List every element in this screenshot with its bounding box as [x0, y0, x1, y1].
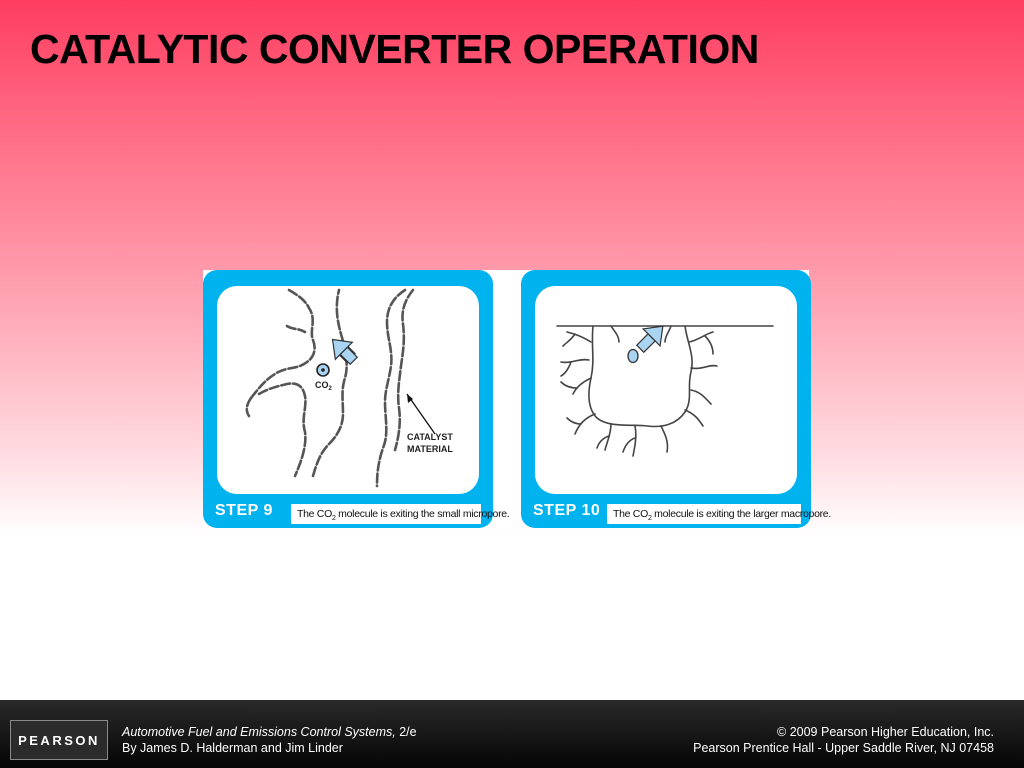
- step-9-panel: [203, 270, 510, 528]
- copyright-info: [693, 724, 994, 756]
- step-10-panel: [521, 270, 831, 528]
- co2-molecule: [628, 350, 638, 363]
- slide-footer: [0, 700, 1024, 768]
- copyright-line: © 2009 Pearson Higher Education, Inc.: [777, 725, 994, 739]
- slide-title: CATALYTIC CONVERTER OPERATION: [30, 26, 759, 72]
- micropore-illustration: [217, 286, 479, 494]
- publisher-line: Pearson Prentice Hall - Upper Saddle River, NJ 07458: [693, 741, 994, 755]
- step-label: STEP 9: [215, 502, 273, 519]
- co2-label: $CO_2$: [315, 380, 332, 392]
- book-edition: 2/e: [395, 725, 417, 739]
- book-title: Automotive Fuel and Emissions Control Systems,: [122, 725, 396, 739]
- macropore-illustration: [535, 286, 797, 494]
- step-caption: The $CO_2$ molecule is exiting the larger macropore.: [607, 504, 801, 524]
- step-caption: The $CO_2$ molecule is exiting the small micropore.: [291, 504, 481, 524]
- book-authors: By James D. Halderman and Jim Linder: [122, 741, 343, 755]
- pearson-logo: PEARSON: [10, 720, 108, 760]
- macropore-diagram: [535, 286, 797, 494]
- micropore-diagram: [217, 286, 479, 494]
- catalyst-label-line2: MATERIAL: [407, 444, 453, 454]
- figure: [203, 270, 831, 532]
- catalyst-label-line1: CATALYST: [407, 432, 453, 442]
- book-info: [122, 724, 417, 756]
- step-label: STEP 10: [533, 502, 601, 519]
